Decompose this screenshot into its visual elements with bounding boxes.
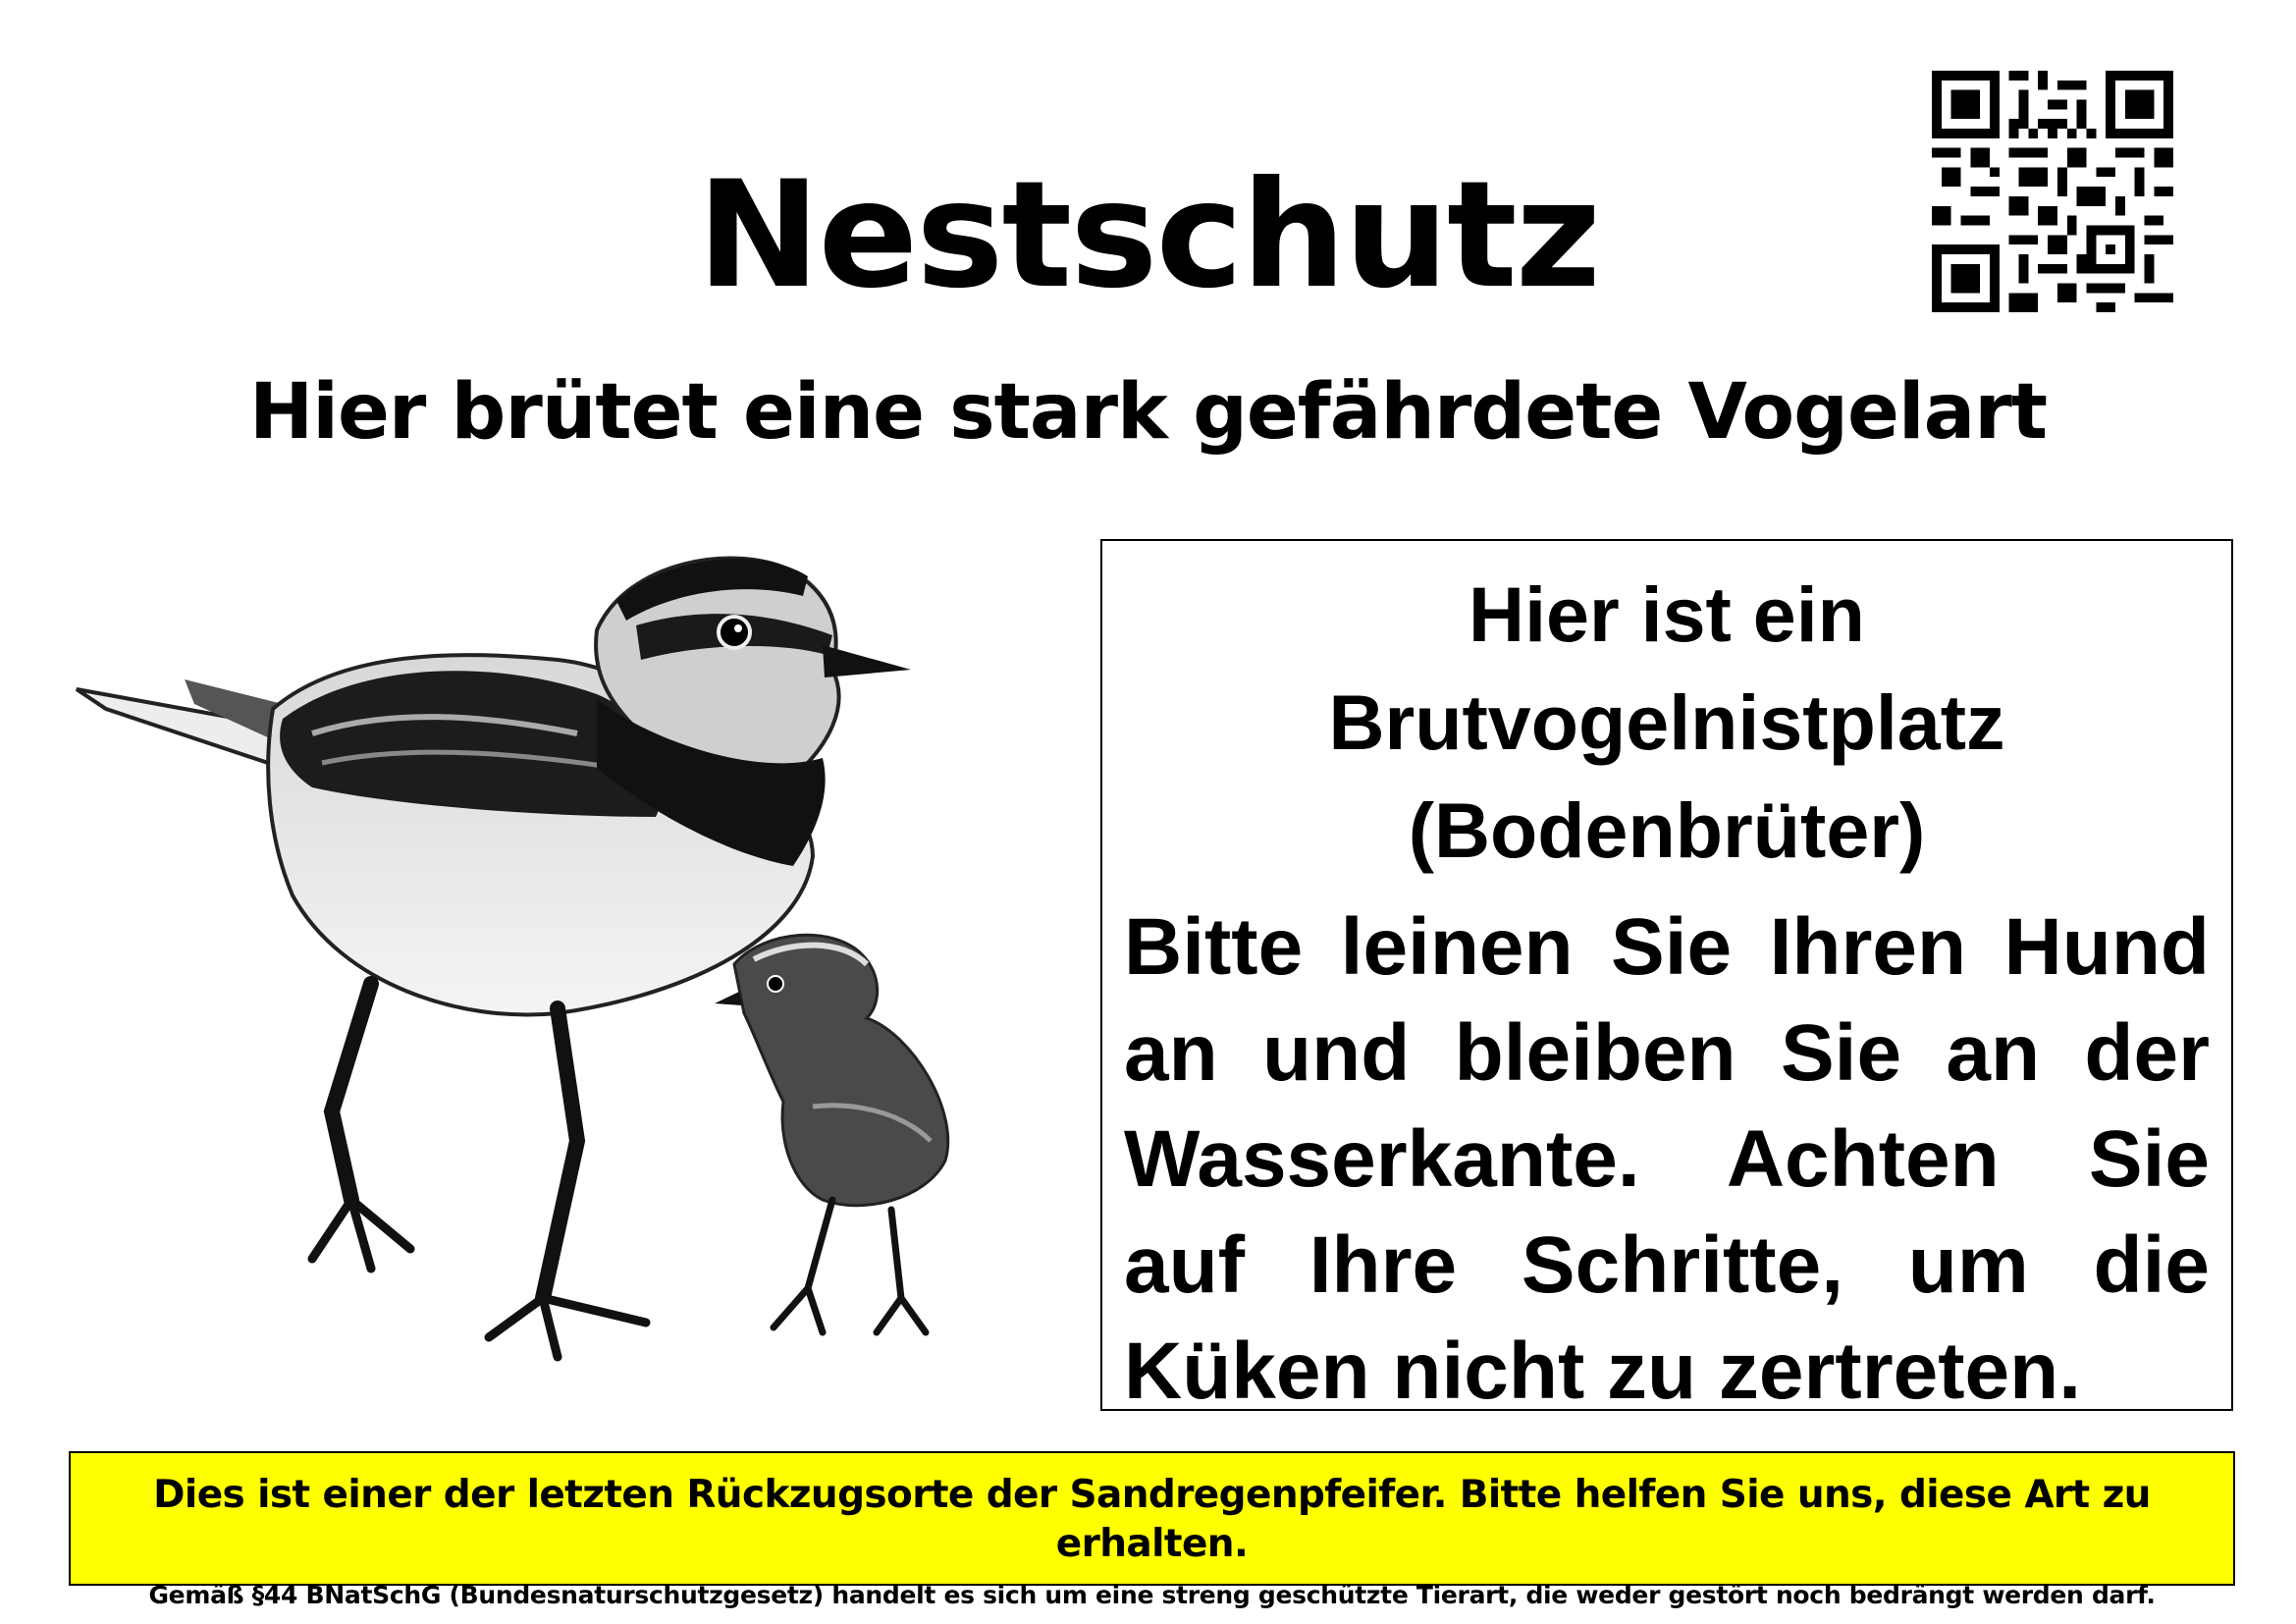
bird-illustration	[47, 522, 980, 1386]
heading-line-3: (Bodenbrüter)	[1408, 786, 1926, 874]
banner-main-text: Dies ist einer der letzten Rückzugsorte der Sandregenpfeifer. Bitte helfen Sie uns, diese Art zu erhalten.	[153, 1473, 2151, 1566]
notice-banner	[69, 1451, 2235, 1609]
sign-subtitle: Hier brütet eine stark gefährdete Vogelart	[249, 368, 2047, 457]
info-box-instructions: Bitte leinen Sie Ihren Hund an und bleiben Sie an der Wasserkante. Achten Sie auf Ihre Schritte, um die Küken nicht zu zertreten.	[1124, 902, 2210, 1416]
info-box	[1100, 539, 2233, 1416]
info-box-heading	[1102, 561, 2231, 885]
sign-title: Nestschutz	[696, 150, 1600, 321]
qr-code[interactable]	[1932, 71, 2173, 312]
heading-line-1: Hier ist ein	[1468, 570, 1865, 658]
heading-line-2: Brutvogelnistplatz	[1328, 678, 2005, 766]
banner-legal-text: Gemäß §44 BNatSchG (Bundesnaturschutzgesetz) handelt es sich um eine streng geschützte Tierart, die weder gestört noch bedrängt werden darf.	[148, 1581, 2156, 1609]
plover-chick	[715, 935, 948, 1332]
